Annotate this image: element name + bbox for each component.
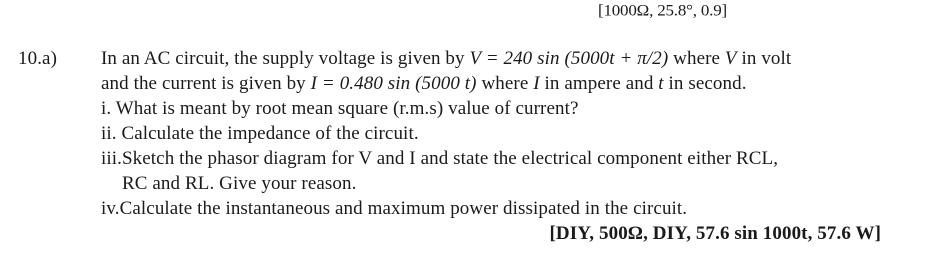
subquestion-iii: iii.Sketch the phasor diagram for V and I and state the electrical component either RCL,: [101, 148, 779, 169]
line2-text-c: in ampere and: [539, 73, 659, 94]
question-number: 10.a): [18, 48, 58, 69]
subquestion-ii: ii. Calculate the impedance of the circuit.: [101, 123, 419, 144]
time-symbol: t: [658, 73, 664, 94]
current-expression: I = 0.480 sin (5000 t): [310, 73, 477, 94]
previous-answer-note: [1000Ω, 25.8°, 0.9]: [598, 1, 727, 20]
answer-key: [DIY, 500Ω, DIY, 57.6 sin 1000t, 57.6 W]: [549, 223, 881, 244]
subquestion-iv: iv.Calculate the instantaneous and maximum power dissipated in the circuit.: [101, 198, 688, 219]
voltage-symbol: V: [724, 48, 737, 69]
line2-text-a: and the current is given by: [101, 73, 311, 94]
subquestion-i: i. What is meant by root mean square (r.m.s) value of current?: [101, 98, 579, 119]
intro-text-c: in volt: [736, 48, 792, 69]
current-symbol: I: [533, 73, 540, 94]
question-line-2: [101, 73, 747, 95]
intro-text-b: where: [668, 48, 725, 69]
question-line-1: [101, 48, 791, 70]
intro-text-a: In an AC circuit, the supply voltage is given by: [101, 48, 470, 69]
voltage-expression: V = 240 sin (5000t + π/2): [469, 48, 669, 69]
line2-text-b: where: [476, 73, 534, 94]
line2-text-d: in second.: [663, 73, 747, 94]
subquestion-iii-continued: RC and RL. Give your reason.: [122, 173, 357, 194]
